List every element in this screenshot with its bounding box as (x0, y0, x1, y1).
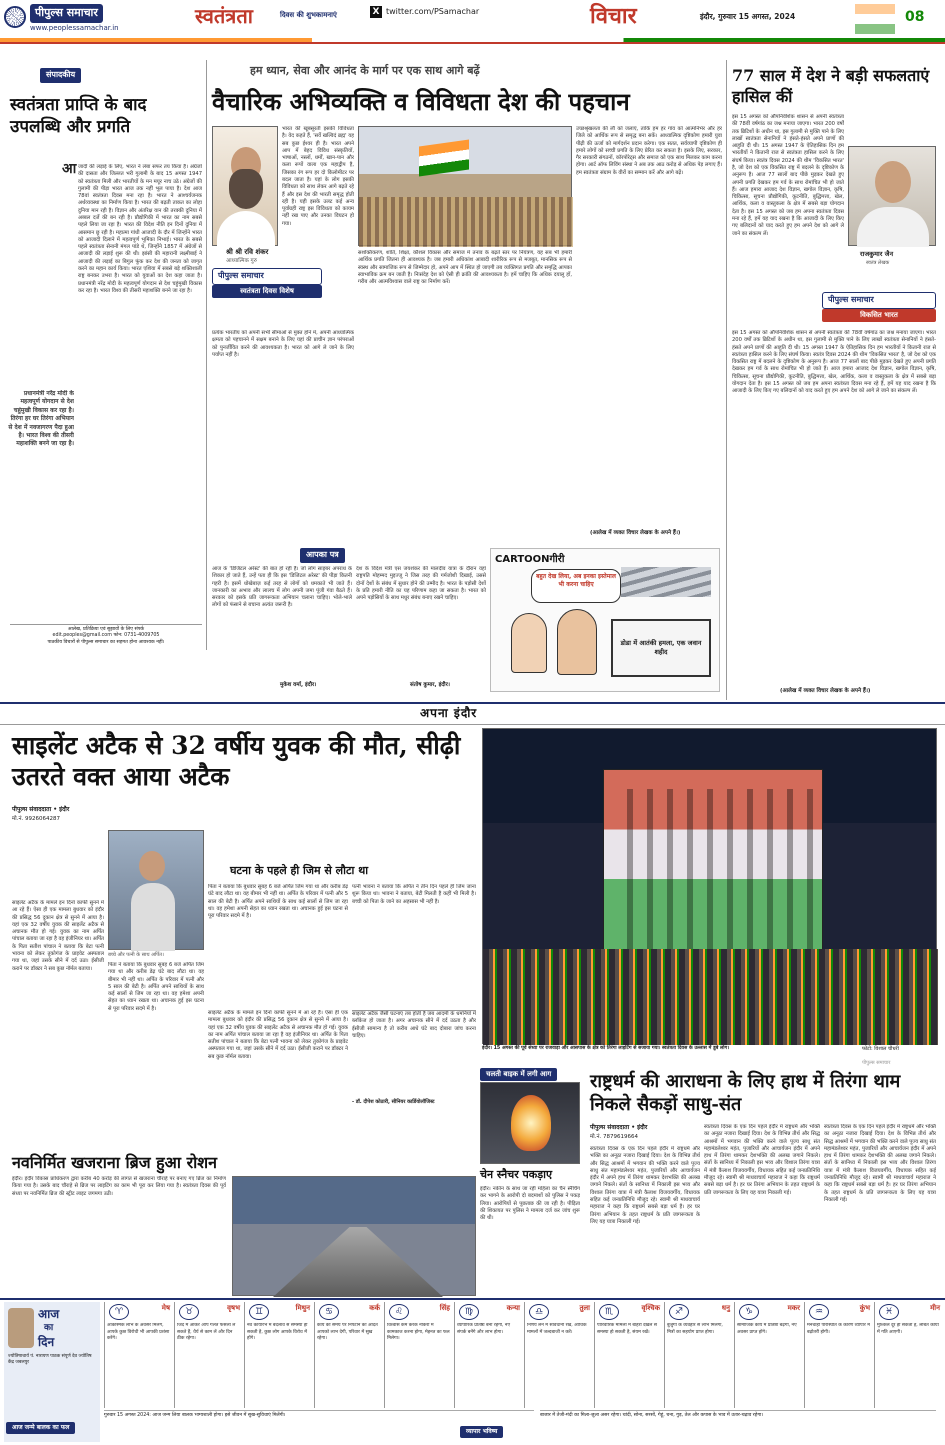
sadhu-byline: पीपुल्स संवाददाता • इंदौर (590, 1124, 648, 1131)
local-body-col-3: पिता ने बताया कि बुधवार सुबह 6 बजे अर्पित जिम गया था और करीब डेढ़ घंटे बाद लौटा था। वह बीमार भी नहीं था। अर्पित के परिवार में पत्नी और 5 साल की बेटी है। अर्पित अपने साथियों के साथ कई सालों से जिम जा रहा था। वह हमेशा अपनी सेहत का ध्यान रखता था। अचानक हुई इस घटना से पूरा परिवार सदमे में है। (208, 884, 348, 920)
expert-quote-box (352, 1010, 476, 1136)
zodiac-text: जिद में आकर आप गलत फैसला ले सकते हैं, धैर्य से काम लें और दिन ठीक रहेगा। (177, 1323, 236, 1341)
zodiac-sign (174, 1302, 242, 1408)
lead-body-col-3: सशक्तिकरण, शांति, शिक्षा, कौशल विकास और समाज में तनाव के बढ़ते स्तर पर नियंत्रण, यह सब भी हमारी आर्थिक प्रगति जितना ही आवश्यक है। जब हमारी अधिकांश आबादी शारीरिक रूप से मजबूत, मानसिक रूप से स्वस्थ और सामाजिक रूप से जिम्मेदार हो, अपने आप में स्थित हो जाएगी तब व्यक्तिगत प्रगति और समृद्धि आपका स्वाभाविक क्रम बन जाती है। निःसंदेह देश को ऐसी ही क्रांति की आवश्यकता है। हमें चाहिए कि अधिक दयालु हों, गरीब और आत्मविश्वास वाले राष्ट्र का निर्माण करें। (358, 250, 572, 286)
fire-icon (511, 1095, 551, 1151)
zodiac-icon: ♋ (319, 1304, 339, 1320)
zodiac-icon: ♉ (179, 1304, 199, 1320)
bridge-headline: नवनिर्मित खजराना ब्रिज हुआ रोशन (12, 1153, 218, 1172)
independence-parade-photo (358, 126, 572, 246)
sadhu-body-col-1: स्वतंत्रता दिवस के एक दिन पहले इंदौर में राष्ट्रधर्म और भक्ति का अनूठा नजारा दिखाई दिया। देश के विभिन्न तीर्थ और सिद्ध आश्रमों में भगवान की भक्ति करने वाले पूज्य साधु संत महामंडलेश्वर महंत, पुजारियों और आचार्यजन इंदौर में अपने हाथ में तिरंगा थामकर देशभक्ति की अलख जगाने निकले। संतों के सानिध्य में निकाली इस भव्य और विशाल तिरंगा यात्रा में मंत्री कैलाश विजयवर्गीय, विधायक सहित कई जनप्रतिनिधि मौजूद रहे। स्वामी श्री माधवाचार्य महाराज ने कहा कि राष्ट्रधर्म सबसे बड़ा धर्म है। हर घर तिरंगा अभियान के तहत राष्ट्रधर्म के प्रति जागरूकता के लिए यह यात्रा निकाली गई। (590, 1146, 700, 1225)
ashoka-chakra-icon (4, 6, 26, 28)
editorial-dropcap: आ (62, 161, 77, 177)
local-byline: पीपुल्स संवाददाता • इंदौर (12, 806, 70, 813)
zodiac-sign (104, 1302, 172, 1408)
page-number: 08 (905, 9, 925, 25)
author-beard (229, 169, 263, 209)
bike-photo-title: चलती बाइक में लगी आग (480, 1068, 557, 1081)
zodiac-icon: ♈ (109, 1304, 129, 1320)
horoscope-title-3: दिन (38, 1335, 55, 1349)
local-subhead: घटना के पहले ही जिम से लौटा था (230, 864, 369, 877)
zodiac-icon: ♒ (809, 1304, 829, 1320)
right-author-name: राजकुमार जैन (860, 250, 894, 258)
photo-credit: फोटो: विशाल चौधरी (862, 1046, 899, 1052)
local-body-col-5: साइलेंट अटैक के मामले इन दिनों काफी सुनने में आ रहे हैं। ऐसा ही एक मामला बुधवार को इंदौर की प्रसिद्ध 56 दुकान क्षेत्र से सुनने में आया है। यहां एक 32 वर्षीय युवक की साइलेंट अटैक से अचानक मौत हो गई। युवक का नाम अर्पित पांचाल बताया जा रहा है वह इंजीनियर था। अर्पित के पिता सतीश पांचाल ने बताया कि बेटा पत्नी भावना को लेकर तुकोगंज के प्राइवेट अस्पताल गया था, जहां उसके सीने में दर्द उठा। ईसीजी कराने पर डॉक्टर ने सब कुछ नॉर्मल बताया। (208, 1010, 348, 1060)
local-headline: साइलेंट अटैक से 32 वर्षीय युवक की मौत, सीढ़ी उतरते वक्त आया अटैक (12, 731, 461, 792)
editorial-footer (10, 624, 202, 646)
zodiac-sign (244, 1302, 312, 1408)
market-label: व्यापार भविष्य (460, 1426, 503, 1438)
sadhu-headline: राष्ट्रधर्म की आराधना के लिए हाथ में तिरंगा थाम निकले सैकड़ों साधु-संत (590, 1071, 901, 1116)
x-icon: X (370, 6, 382, 18)
twitter-handle[interactable]: twitter.com/PSamachar (386, 7, 480, 16)
cartoon-character-2 (557, 609, 597, 675)
astrologer-credit: ज्योतिषाचार्य पं. नारायण पाठक संपूर्ण देव ज्योतिष केंद्र जबलपुर (8, 1354, 92, 1366)
right-author-note: (आलेख में व्यक्त विचार लेखक के अपने हैं।) (780, 688, 871, 694)
cartoon-tv (611, 619, 711, 677)
right-headline: 77 साल में देश ने बड़ी सफलताएं हासिल कीं (732, 66, 930, 106)
letter-2-signature: संतोष कुमार, इंदौर। (410, 682, 450, 688)
right-author-title: स्वतंत्र लेखक (866, 260, 890, 266)
zodiac-name: मीन (930, 1304, 940, 1312)
zodiac-text: आकस्मिक लाभ के अवसर मिलेंगे, आपके कुछ विरोधी भी आपकी प्रशंसा करेंगे। (107, 1323, 170, 1341)
special-badge (212, 268, 322, 298)
zodiac-sign (664, 1302, 732, 1408)
bridge-road (273, 1227, 443, 1297)
footer-disclaimer: पाठकीय विचारों से पीपुल्स समाचार का सहमत होना आवश्यक नहीं। (47, 639, 165, 645)
dateline: इंदौर, गुरुवार 15 अगस्त, 2024 (700, 12, 796, 21)
zodiac-icon: ♓ (879, 1304, 899, 1320)
zodiac-sign (314, 1302, 382, 1408)
zodiac-name: कर्क (369, 1304, 380, 1312)
badge-label: स्वतंत्रता दिवस विशेष (212, 285, 322, 298)
bridge-body: इंदौर। इंदौर विकास प्राधिकरण द्वारा करीब 40 करोड़ की लागत से खजराना चौराहे पर बनाए गए ब्रिज का निर्माण किया गया है। उसके बाद चौराहे से ब्रिज पर लाइटिंग का काम भी पूरा कर लिया गया है। स्वतंत्रता दिवस की पूर्व संध्या पर नवनिर्मित ब्रिज की स्ट्रीट लाइट जगमगा उठी। (12, 1176, 226, 1197)
tricolor-strip (0, 38, 945, 42)
letter-1: आज के 'डिजिटल अरेस्ट' की बात हो रही है। जो लोग साइबर अपराध के शिकार हो जाते हैं, उन्हें पता ही कि इस 'डिजिटल अरेस्ट' की पीड़ा कितनी गहरी है। इसमें धोखेबाज़ कई तरह से लोगों को धमकाते भी जाते हैं। जानकारी का अभाव और लालच में लोग अपनी जमा पूंजी गंवा बैठते हैं। सरकार को इसके प्रति जागरूकता अभियान चलाना चाहिए। भोले-भाले लोगों को फंसाने से बचाना अत्यंत जरूरी है। (212, 566, 352, 609)
masthead (0, 0, 945, 44)
zodiac-icon: ♑ (739, 1304, 759, 1320)
zodiac-text: मनचाही परिस्थिति के कारण व्यापार में बढ़ोतरी होगी। (807, 1323, 870, 1335)
expert-author: - डॉ. दीपेश कोठारी, सीनियर कार्डियोलॉजिस्ट (352, 1099, 435, 1105)
sadhu-body-col-2: स्वतंत्रता दिवस के एक दिन पहले इंदौर में राष्ट्रधर्म और भक्ति का अनूठा नजारा दिखाई दिया। देश के विभिन्न तीर्थ और सिद्ध आश्रमों में भगवान की भक्ति करने वाले पूज्य साधु संत महामंडलेश्वर महंत, पुजारियों और आचार्यजन इंदौर में अपने हाथ में तिरंगा थामकर देशभक्ति की अलख जगाने निकले। संतों के सानिध्य में निकाली इस भव्य और विशाल तिरंगा यात्रा में मंत्री कैलाश विजयवर्गीय, विधायक सहित कई जनप्रतिनिधि मौजूद रहे। स्वामी श्री माधवाचार्य महाराज ने कहा कि राष्ट्रधर्म सबसे बड़ा धर्म है। हर घर तिरंगा अभियान के तहत राष्ट्रधर्म के प्रति जागरूकता के लिए यह यात्रा निकाली गई। (704, 1124, 820, 1196)
person-silhouette (139, 851, 165, 881)
bridge-photo (232, 1176, 476, 1296)
section-divider (0, 702, 945, 704)
family-photo (108, 830, 204, 950)
expert-quote: साइलेंट अटैक जैसी घटनाएं तब होती हैं जब आदमी के धमनियों में ब्लॉकेज हो जाता है। अगर अचानक सीने में दर्द उठता है और ईसीजी सामान्य है तो करीब आधे घंटे बाद दोबारा जांच करना चाहिए। (352, 1011, 476, 1039)
market-text: बाजार में तेजी-मंदी का मिला-जुला असर रहेगा। चांदी, सोना, सरसों, गेहूं, चना, गुड़, तेल और कपास के भाव में उतार-चढ़ाव रहेगा। (540, 1410, 936, 1419)
cartoon-title: CARTOONगीरी (495, 554, 565, 565)
lead-author-note: (आलेख में व्यक्त विचार लेखक के अपने हैं।) (590, 530, 681, 536)
birthday-text: गुरुवार 15 अगस्त 2024: आज जन्म लिया बालक भाग्यशाली होगा। इसे जीवन में सुख-सुविधाएं मिलेंगी। (104, 1410, 534, 1419)
zodiac-text: निर्णय लेने में सावधानी रखें, आर्थिक मामलों में जल्दबाजी न करें। (527, 1323, 587, 1335)
cartoon-character-1 (511, 613, 547, 673)
badge-brand: पीपुल्स समाचार (822, 292, 936, 309)
right-author-photo (848, 146, 936, 246)
author-title: आध्यात्मिक गुरु (226, 258, 257, 264)
photo-caption: इंदौर। 15 अगस्त की पूर्व संध्या पर राजवाड़ा और आसपास के क्षेत्र को तिरंगा लाइटिंग से सजाया गया। स्वतंत्रता दिवस के उल्लास में डूबे लोग। (482, 1046, 730, 1051)
zodiac-icon: ♐ (669, 1304, 689, 1320)
person-silhouette (131, 883, 175, 951)
zodiac-text: बुजुर्गों के व्यवहार से लाभ मिलेगा, मित्रों का सहयोग प्राप्त होगा। (667, 1323, 723, 1335)
local-phone: मो.नं. 9926064287 (12, 816, 61, 822)
editorial-kicker: संपादकीय (40, 68, 81, 83)
lead-body-col-1: भारत की खूबसूरती इसकी विविधता है। वेद कहते हैं, 'सर्वे खल्विदं ब्रह्म' यह सब कुछ ईश्वर ही है। भारत अपने आप में बेहद विविध संस्कृतियों, भाषाओं, नस्लों, धर्मों, खान-पान और कला रूपों वाला एक महाद्वीप है, जिसका रंग रूप हर दो किलोमीटर पर बदल जाता है। यहां के लोग इसकी विविधता को साथ लेकर आगे बढ़ते रहे हैं और इस देश की भारती समृद्ध होती रही है। यही इसके उलट कई अन्य पूर्वाग्रही राष्ट्र इस विविधता को कायम नहीं रख पाए और उनका विघटन हो गया। (282, 126, 354, 227)
lead-kicker: हम ध्यान, सेवा और आनंद के मार्ग पर एक साथ आगे बढ़ें (250, 64, 480, 77)
zodiac-sign (454, 1302, 522, 1408)
editorial-body: जादी की लड़ाई के लिए, भारत ने लंबा सफर तय किया है। अंग्रेजों की दासता और जिल्लत भरी गुलामी के बाद 15 अगस्त 1947 को स्वतंत्रता मिली और भारतीयों के मन मयूर नाच उठे। अंग्रेजों की गुलामी की पीड़ा भारत आज तक नहीं भूल पाया है। देश आज 78वां स्वतंत्रता दिवस मना रहा है। भारत ने आश्चर्यजनक अर्थव्यवस्था का निर्माण किया है। भारत की बढ़ती ताकत का लोहा दुनिया मान रही है। विज्ञान और अंतरिक्ष यान की तरक्की दुनिया में अब्बल दर्जे की बन रही है। प्रौद्योगिकी में भारत का नाम सबसे पहले लिया जा रहा है। भारत की विदेश नीति इन दिनों दुनिया में आसमान छू रही है। महात्मा गांधी आजादी के दौर में जिन्होंने भारत को आजादी दिलाने में महत्वपूर्ण भूमिका निभाई। भारत के सबसे पहले स्वतंत्रता सेनानी मंगल पांडे थे, जिन्होंने 1857 में अंग्रेजों से आजादी की लड़ाई शुरू की थी। झांसी की महारानी लक्ष्मीबाई ने आजादी की लड़ाई का बिगुल फूंक कर देश की जनता को जागृत करने का महान कार्य किया। भारत एशिया में सबसे बड़े शक्तिशाली राष्ट्र बनकर उभरा है। भारत को युवाओं का देश कहा जाता है। प्रधानमंत्री नरेंद्र मोदी के महत्वपूर्ण योगदान से देश चहुंमुखी विकास कर रहा है। भारत विश्व की तीसरी महाशक्ति बनने जा रहा है। (78, 164, 202, 294)
cartoon-box (490, 548, 720, 692)
local-body-col-2: पिता ने बताया कि बुधवार सुबह 6 बजे अर्पित जिम गया था और करीब डेढ़ घंटे बाद लौटा था। वह बीमार भी नहीं था। अर्पित के परिवार में पत्नी और 5 साल की बेटी है। अर्पित अपने साथियों के साथ कई सालों से जिम जा रहा था। वह हमेशा अपनी सेहत का ध्यान रखता था। अचानक हुई इस घटना से पूरा परिवार सदमे में है। (108, 962, 204, 1012)
editorial-headline: स्वतंत्रता प्राप्ति के बाद उपलब्धि और प्रगति (10, 95, 147, 138)
sadhu-phone: मो.नं. 7879619664 (590, 1134, 639, 1140)
letter-1-signature: मुकेश वर्मा, इंदौर। (280, 682, 317, 688)
birthday-label: आज जन्मे बालक का फल (6, 1422, 75, 1434)
zodiac-sign (874, 1302, 942, 1408)
column-divider (726, 60, 727, 700)
zodiac-text: पारिवारिक मामलों में बाहरी दखल से समस्या हो सकती है, संयम रखें। (597, 1323, 657, 1335)
byline-name: पीपुल्स संवाददाता (12, 806, 52, 813)
footer-email[interactable]: edit.peoples@gmail.com (52, 633, 112, 639)
zodiac-icon: ♌ (389, 1304, 409, 1320)
zodiac-sign (594, 1302, 662, 1408)
crowd-graphic (483, 949, 938, 1045)
zodiac-sign (384, 1302, 452, 1408)
rajwada-night-photo (482, 728, 937, 1044)
horoscope-title-1: आज (38, 1307, 60, 1321)
zodiac-text: सामाजिक कार्य में प्रतिष्ठा बढ़ेगी, नए अवसर प्राप्त होंगे। (737, 1323, 797, 1335)
letter-2: देश के विदेश मंत्री एस जयशंकर की मालदीव यात्रा के दौरान वहां राष्ट्रपति मोहम्मद मुइज्जू ने जिस तरह की गर्मजोशी दिखाई, उससे दोनों देशों के संबंध में सुधार होने की उम्मीद है। भारत के पड़ोसी देशों के प्रति हमारी नीति का यह परिणाम कहा जा सकता है। भारत को अपने पड़ोसियों के साथ मधुर संबंध बनाए रखने चाहिए। (356, 566, 486, 602)
right-body-bottom: इस 15 अगस्त को औपनिवेशिक शासन से अपनी स्वतंत्रता की 78वीं वर्षगांठ का जश्न मनाया जाएगा। भारत 200 वर्षों तक ब्रिटिशों के अधीन था, इस गुलामी से मुक्ति पाने के लिए लाखों स्वतंत्रता सेनानियों ने हंसते-हंसते अपने प्राणों की आहुति दी थी। 15 अगस्त 1947 के ऐतिहासिक दिन हम भारतीयों ने कितानी राज से स्वतंत्रता हासिल करने के लिए संघर्ष किया। स्वतंत्र दिवस 2024 की थीम 'विकसित भारत' है, जो देश को एक विकसित राष्ट्र में बदलने के दृष्टिकोण के अनुरूप है। आज 77 सालों बाद पीछे मुड़कर देखते हुए अपनी प्रगति देखकर हम गर्व के साथ रोमांचित भी हो जाते हैं। आज हमारा आजाद देश विज्ञान, खगोल विज्ञान, कृषि, चिकित्सा, सूचना प्रौद्योगिकी, कूटनीति, बुद्धिमत्ता, खेल, आर्थिक, कला व वास्तुकला के क्षेत्र में सबसे बड़ा योगदान देता है। इस 15 अगस्त को जब हम अपना स्वतंत्रता दिवस मना रहे हैं, हमें यह याद रखना है कि आजादी के लिए किए गए बलिदानों को याद करते हुए हम अपने देश को आगे ले जाने का संकल्प लें। (732, 330, 936, 395)
zodiac-sign (804, 1302, 872, 1408)
photo-ribbon: पीपुल्स समाचार (862, 1060, 891, 1066)
local-band: अपना इंदौर (420, 706, 478, 720)
column-divider (206, 60, 207, 650)
zodiac-name: तुला (579, 1304, 590, 1312)
author-shirt (857, 207, 929, 247)
author-face (875, 161, 911, 203)
astrologer-photo (8, 1308, 34, 1348)
badge-label: विकसित भारत (822, 309, 936, 322)
zodiac-name: कन्या (506, 1304, 520, 1312)
zodiac-name: सिंह (439, 1304, 450, 1312)
bike-fire-photo (480, 1082, 580, 1164)
horoscope-title-2: का (44, 1323, 54, 1333)
right-body-top: इस 15 अगस्त को औपनिवेशिक शासन से अपनी स्वतंत्रता की 78वीं वर्षगांठ का जश्न मनाया जाएगा। भारत 200 वर्षों तक ब्रिटिशों के अधीन था, इस गुलामी से मुक्ति पाने के लिए लाखों स्वतंत्रता सेनानियों ने हंसते-हंसते अपने प्राणों की आहुति दी थी। 15 अगस्त 1947 के ऐतिहासिक दिन हम भारतीयों ने कितानी राज से स्वतंत्रता हासिल करने के लिए संघर्ष किया। स्वतंत्र दिवस 2024 की थीम 'विकसित भारत' है, जो देश को एक विकसित राष्ट्र में बदलने के दृष्टिकोण के अनुरूप है। आज 77 सालों बाद पीछे मुड़कर देखते हुए अपनी प्रगति देखकर हम गर्व के साथ रोमांचित भी हो जाते हैं। आज हमारा आजाद देश विज्ञान, खगोल विज्ञान, कृषि, चिकित्सा, सूचना प्रौद्योगिकी, कूटनीति, बुद्धिमत्ता, खेल, आर्थिक, कला व वास्तुकला के क्षेत्र में सबसे बड़ा योगदान देता है। इस 15 अगस्त को जब हम अपना स्वतंत्रता दिवस मना रहे हैं, हमें यह याद रखना है कि आजादी के लिए किए गए बलिदानों को याद करते हुए हम अपने देश को आगे ले जाने का संकल्प लें। (732, 114, 844, 237)
byline-city: इंदौर (637, 1124, 648, 1131)
lead-body-col-2: प्रत्येक भारतीय को अपनी सभी सीमाओं से मुक्त होने में, अपनी आध्यात्मिक क्षमता को पहचानने में सक्षम बनाने के लिए यहां की प्राचीन ज्ञान परंपराओं को पुनर्जीवित करने की आवश्यकता है। भारत को आगे ले जाने के लिए पर्याप्त नहीं है। (212, 330, 354, 358)
author-robe (217, 211, 275, 247)
swatantrata-banner: स्वतंत्रता (195, 4, 253, 28)
section-divider (0, 724, 945, 725)
flag-icon (419, 139, 469, 176)
family-photo-caption: बच्चे और पत्नी के साथ अर्पित। (108, 952, 164, 958)
footer-phone: फोन: 0731-4009705 (113, 633, 160, 639)
author-name: श्री श्री रवि शंकर (226, 248, 269, 256)
zodiac-text: व्यापारिक प्रतिष्ठा बनी रहेगी, नए संपर्क बनेंगे और लाभ होगा। (457, 1323, 510, 1335)
website-url[interactable]: www.peoplessamachar.in (30, 24, 119, 32)
zodiac-name: कुंभ (859, 1304, 870, 1312)
zodiac-name: धनु (721, 1304, 730, 1312)
local-body-col-4: पत्नी भावना ने बताया कि अर्पित ने तीन दिन पहले ही जिम जाना शुरू किया था। भावना ने बताया, बेटी मिलती है कहीं भी मिली है। बच्ची को पिता के जाने का अहसास भी नहीं है। (352, 884, 476, 905)
lead-headline: वैचारिक अभिव्यक्ति व विविधता देश की पहचान (212, 87, 630, 116)
horoscope-title-box (4, 1302, 100, 1442)
badge-brand: पीपुल्स समाचार (212, 268, 322, 285)
bike-headline: चेन स्नैचर पकड़ाए (480, 1168, 553, 1181)
section-divider (0, 1298, 945, 1300)
zodiac-text: विश्वास कम करके नौकरी में कामकाज करना होगा, मेहनत का फल मिलेगा। (387, 1323, 450, 1341)
cartoon-speech-bubble: बहुत देख लिया, अब इनका इस्तेमाल भी करना चाहिए (531, 569, 621, 603)
byline-city: इंदौर (59, 806, 70, 813)
zodiac-name: मिथुन (295, 1304, 310, 1312)
greeting-text: दिवस की शुभकामनाएं (280, 11, 337, 19)
zodiac-icon: ♏ (599, 1304, 619, 1320)
zodiac-name: मकर (787, 1304, 800, 1312)
byline-name: पीपुल्स संवाददाता (590, 1124, 630, 1131)
cartoon-caption: डोडा में आतंकी हमला, एक जवान शहीद (620, 639, 702, 656)
editorial-sidebar-quote: प्रधानमंत्री नरेंद्र मोदी के महत्वपूर्ण योगदान से देश चहुंमुखी विकास कर रहा है। तिरंगा हर घर तिरंगा अभियान से देश में नवजागरण पैदा हुआ है। भारत विश्व की तीसरी महाशक्ति बनने जा रहा है। (8, 390, 74, 448)
sadhu-body-col-3: स्वतंत्रता दिवस के एक दिन पहले इंदौर में राष्ट्रधर्म और भक्ति का अनूठा नजारा दिखाई दिया। देश के विभिन्न तीर्थ और सिद्ध आश्रमों में भगवान की भक्ति करने वाले पूज्य साधु संत महामंडलेश्वर महंत, पुजारियों और आचार्यजन इंदौर में अपने हाथ में तिरंगा थामकर देशभक्ति की अलख जगाने निकले। संतों के सानिध्य में निकाली इस भव्य और विशाल तिरंगा यात्रा में मंत्री कैलाश विजयवर्गीय, विधायक सहित कई जनप्रतिनिधि मौजूद रहे। स्वामी श्री माधवाचार्य महाराज ने कहा कि राष्ट्रधर्म सबसे बड़ा धर्म है। हर घर तिरंगा अभियान के तहत राष्ट्रधर्म के प्रति जागरूकता के लिए यह यात्रा निकाली गई। (824, 1124, 936, 1203)
zodiac-sign (734, 1302, 802, 1408)
zodiac-icon: ♎ (529, 1304, 549, 1320)
bike-body: इंदौर। नकीन के साथ जा रही महिला का चैन स्नैचिंग कर भागने के आरोपी दो बदमाशों को पुलिस ने पकड़ लिया। आरोपियों से पूछताछ की जा रही है। पीड़िता की शिकायत पर पुलिस ने मामला दर्ज कर जांच शुरू की थी। (480, 1186, 580, 1222)
zodiac-name: मेष (161, 1304, 170, 1312)
cartoon-missiles (621, 567, 711, 597)
footer-line-1: आलेख, प्रतिक्रिया एवं सुझावों के लिए संपर्क (67, 627, 145, 632)
zodiac-icon: ♊ (249, 1304, 269, 1320)
zodiac-name: वृषभ (227, 1304, 240, 1312)
zodiac-icon: ♍ (459, 1304, 479, 1320)
zodiac-sign (524, 1302, 592, 1408)
local-body-col-1: साइलेंट अटैक के मामले इन दिनों काफी सुनने में आ रहे हैं। ऐसा ही एक मामला बुधवार को इंदौर की प्रसिद्ध 56 दुकान क्षेत्र से सुनने में आया है। यहां एक 32 वर्षीय युवक की साइलेंट अटैक से अचानक मौत हो गई। युवक का नाम अर्पित पांचाल बताया जा रहा है वह इंजीनियर था। अर्पित के पिता सतीश पांचाल ने बताया कि बेटा पत्नी भावना को लेकर तुकोगंज के प्राइवेट अस्पताल गया था, जहां उसके सीने में दर्द उठा। ईसीजी कराने पर डॉक्टर ने सब कुछ नॉर्मल बताया। (12, 900, 104, 972)
section-title: विचार (590, 3, 637, 29)
brand-logo: पीपुल्स समाचार (30, 4, 103, 23)
zodiac-text: कार्य को समय पर निपटाने की आदत आपको लाभ देगी, परिवार में सुख रहेगा। (317, 1323, 378, 1341)
lead-body-col-4: उच्छश्रृंखलता की लौ को जलाएं, ताकि हम हर गांव को आत्मनिर्भर और हर जिले को आर्थिक रूप से समृद्ध बना सकें। आध्यात्मिक दृष्टिकोण हमारी युवा पीढ़ी की ऊर्जा को मार्गदर्शन प्रदान करेगा। एक सतत, सर्वव्यापी दृष्टिकोण ही हमारे लोगों को सच्ची प्रगति के लिए प्रेरित कर सकता है। इसके लिए, सरकार, गैर सरकारी संगठनों, कॉरपोरेट्स और समाज को एक साथ मिलकर काम करना होगा। आर्ट ऑफ लिविंग संस्था ने अब तक आठ करोड़ से अधिक पेड़ लगाए हैं। हम स्वतंत्रता संग्राम के वीरों का सम्मान करें और आगे बढ़ें। (576, 126, 722, 176)
zodiac-name: वृश्चिक (641, 1304, 660, 1312)
zodiac-text: मुश्किल दूर हो सकती है, लंबित कार्यों में गति आएगी। (877, 1323, 939, 1335)
zodiac-text: नव कार्यारंभ में बदलाव से समस्या हो सकती है, कुछ लोग आपके विरोध में होंगे। (247, 1323, 308, 1341)
letters-header: आपका पत्र (300, 548, 345, 563)
crowd-graphic (359, 197, 573, 247)
flag-graphic (855, 4, 895, 34)
palace-windows (613, 789, 813, 959)
author-photo (212, 126, 278, 246)
